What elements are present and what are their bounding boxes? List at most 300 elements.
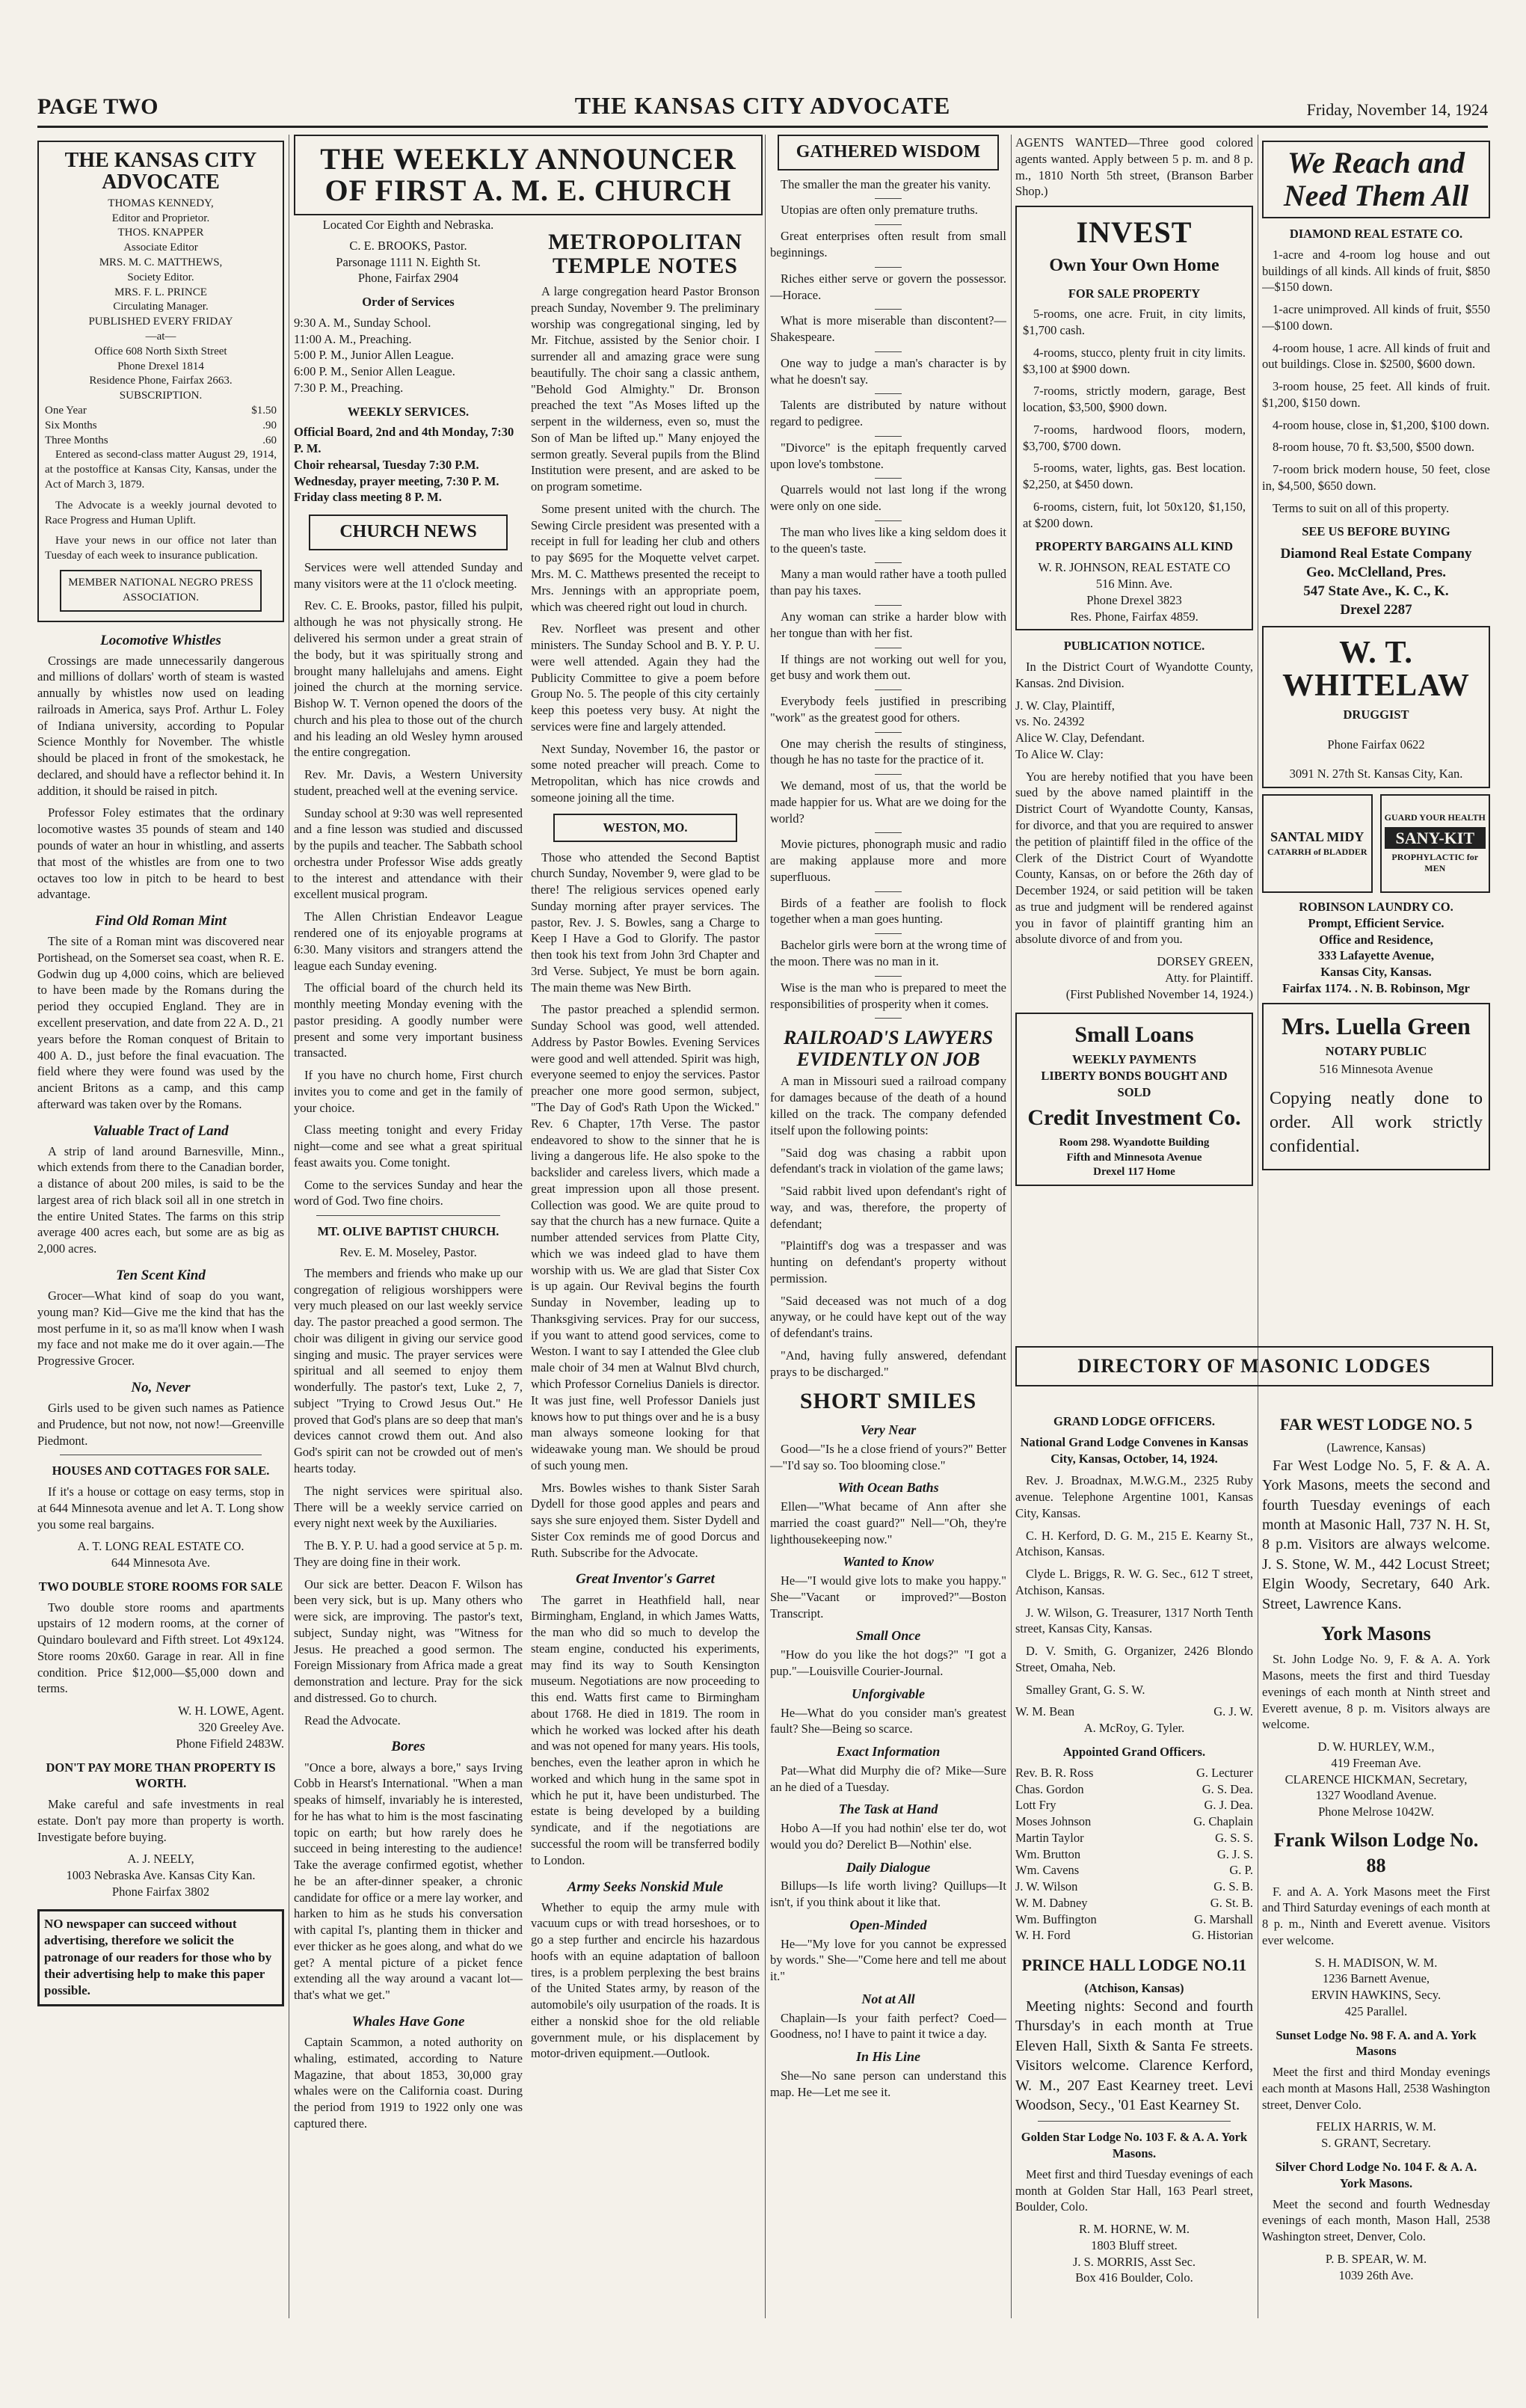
laundry-line: Fairfax 1174. . N. B. Robinson, Mgr	[1282, 980, 1470, 995]
joke-headline: Very Near	[860, 1422, 917, 1438]
staff-line: —at—	[145, 330, 176, 343]
ad-signature	[37, 1851, 284, 1899]
lodge-heading: Frank Wilson Lodge No. 88	[1273, 1828, 1479, 1877]
wisdom-item: The smaller the man the greater his vanity.	[781, 176, 991, 191]
church-parsonage: Parsonage 1111 N. Eighth St.	[336, 254, 481, 269]
column-metropolitan	[531, 224, 760, 2408]
signature-line: Box 416 Boulder, Colo.	[1075, 2270, 1193, 2285]
party-line: J. W. Clay, Plaintiff,	[1015, 698, 1115, 713]
officer-row: Wm. Buffington G. Marshall	[1015, 1911, 1253, 1926]
lodge-text: Far West Lodge No. 5, F. & A. A. York Masons, meets the second and fourth Tuesday evenings of each month at Masonic Hall, 737 N. H. St, 8 p.m. Visitors are always welcome. J. S. Stone, W. M., 442 Locust Street; Elgin Woody, Secretary, 640 Ark. Street, Lawrence Kans.	[1262, 1457, 1490, 1612]
news-paragraph: The official board of the church held its monthly meeting Monday evening with the pastor presiding. A goodly number were present and some very important business transacted.	[294, 980, 523, 1060]
news-paragraph: The B. Y. P. U. had a good service at 5 p. m. They are doing fine in their work.	[294, 1538, 523, 1569]
church-pastor: C. E. BROOKS, Pastor.	[349, 238, 467, 253]
property-listing: 5-rooms, water, lights, gas. Best location. $2,250, at $450 down.	[1023, 461, 1246, 492]
member-badge: MEMBER NATIONAL NEGRO PRESS ASSOCIATION.	[60, 570, 262, 612]
article-headline: Valuable Tract of Land	[93, 1122, 229, 1139]
divider	[875, 351, 902, 352]
staff-line: MRS. F. L. PRINCE	[114, 286, 207, 298]
article-paragraph: A strip of land around Barnesville, Minn., which extends from there to the Canadian border, a distance of about 200 miles, is said to be the largest area of rich black soil all in one stretch in the entire United States. The farms on this strip average 400 acres each, but some are as big as 2,000 acres.	[37, 1143, 284, 1256]
loans-firm: Credit Investment Co.	[1027, 1105, 1241, 1131]
address-line: Drexel 117 Home	[1093, 1166, 1175, 1179]
signature-line: (First Published November 14, 1924.)	[1065, 986, 1253, 1001]
signature-line: Atty. for Plaintiff.	[1165, 970, 1253, 985]
joke-text: Pat—What did Murphy die of? Mike—Sure an he died of a Tuesday.	[770, 1763, 1006, 1794]
service-time: 7:30 P. M., Preaching.	[294, 380, 404, 395]
news-paragraph: Next Sunday, November 16, the pastor or some noted preacher will preach. Come to Metropolitan, which has nice crowds and someone joining all the time.	[531, 741, 760, 805]
wisdom-item: Great enterprises often result from small beginnings.	[770, 229, 1006, 259]
invest-bargains: PROPERTY BARGAINS ALL KIND	[1035, 539, 1234, 554]
invest-ad	[1015, 206, 1253, 630]
property-listing: 4-rooms, stucco, plenty fruit in city limits. $3,100 at $900 down.	[1023, 345, 1246, 376]
grand-heading: GRAND LODGE OFFICERS.	[1053, 1414, 1215, 1428]
news-deadline: Have your news in our office not later than Tuesday of each week to insurance publication.	[45, 535, 277, 562]
olive-news	[294, 1265, 523, 1729]
joke-headline: Daily Dialogue	[846, 1859, 931, 1875]
article-paragraph: Girls used to be given such names as Patience and Prudence, but not now, not now!—Greenville Piedmont.	[37, 1400, 284, 1448]
staff-line: THOS. KNAPPER	[117, 227, 204, 239]
news-paragraph: Those who attended the Second Baptist church Sunday, November 9, were glad to be there! The religious services opened early Sunday morning after prayer services. The pastor, Rev. J. S. Bowles, sang a Charge to Keep I Have a God to Glorify. The pastor then took his text from John 3rd Chapter and 3rd Verse. Subject, Ye must be born again. The main theme was New Birth.	[531, 850, 760, 995]
signature-line: 1003 Nebraska Ave. Kansas City Kan.	[66, 1868, 256, 1883]
diamond-see: SEE US BEFORE BUYING	[1302, 524, 1450, 539]
sanykit-logo: GUARD YOUR HEALTH SANY-KIT PROPHYLACTIC for MEN	[1380, 794, 1491, 893]
notary-title: NOTARY PUBLIC	[1325, 1043, 1427, 1058]
ad-headline: HOUSES AND COTTAGES FOR SALE.	[52, 1463, 270, 1478]
signature-line: 425 Parallel.	[1344, 2003, 1408, 2018]
section-heading: MT. OLIVE BAPTIST CHURCH.	[317, 1224, 499, 1239]
service-time: 5:00 P. M., Junior Allen League.	[294, 348, 455, 363]
announcer-title: THE WEEKLY ANNOUNCER OF FIRST A. M. E. CHURCH	[320, 142, 736, 207]
firm-line: Drexel 2287	[1340, 602, 1412, 618]
santal-logo: SANTAL MIDY CATARRH of BLADDER	[1262, 794, 1373, 893]
column-wisdom	[770, 135, 1006, 2318]
party-line: Alice W. Clay, Defendant.	[1015, 731, 1145, 746]
staff-line: Office 608 North Sixth Street	[94, 345, 227, 357]
olive-pastor: Rev. E. M. Moseley, Pastor.	[339, 1245, 477, 1260]
joke-headline: Exact Information	[836, 1744, 941, 1760]
laundry-line: Office and Residence,	[1319, 932, 1433, 947]
reach-banner: We Reach and Need Them All	[1262, 141, 1490, 218]
firm-line: Phone Drexel 3823	[1086, 592, 1182, 607]
lodge-subheading: (Lawrence, Kansas)	[1326, 1440, 1426, 1455]
news-paragraph: A large congregation heard Pastor Bronson preach Sunday, November 9. The preliminary worship was congregational singing, led by Mr. Fitchue, assisted by the Senior choir. I surrender all and amazing grace were sung beautifully. The choir sang a classic anthem, "Behold God Almighty." Dr. Bronson preached the text "As Moses lifted up the serpent in the wilderness, even so, must the Son of Man be lifted up." Many enjoyed the sermon greatly. Several pupils from the Blind Institution were present, and are asked to be on program sometime.	[531, 284, 760, 494]
officer-row: W. H. Ford G. Historian	[1015, 1928, 1253, 1943]
section-heading: Order of Services	[362, 295, 455, 310]
signature-line: 320 Greeley Ave.	[198, 1720, 284, 1734]
signature-line: Phone Fairfax 3802	[111, 1884, 210, 1899]
news-paragraph: Mrs. Bowles wishes to thank Sister Sarah Dydell for those good apples and pears and says she sure enjoyed them. Sister Dydell and Sister Cox reminds me of good Dorcus and Ruth. Subscribe for the Advocate.	[531, 1480, 760, 1560]
column-rule	[765, 135, 766, 2318]
firm-line: Res. Phone, Fairfax 4859.	[1070, 609, 1199, 624]
joke-text: He—"I would give lots to make you happy." She—"Vacant or improved?"—Boston Transcript.	[770, 1573, 1006, 1621]
wisdom-item: If things are not working out well for you, get busy and work them out.	[770, 651, 1006, 683]
column-right-ads	[1262, 135, 1490, 1219]
lodge-heading: Sunset Lodge No. 98 F. A. and A. York Masons	[1276, 2027, 1477, 2059]
staff-line: Associate Editor	[123, 242, 198, 254]
wisdom-item: Everybody feels justified in prescribing "work" as the greatest good for others.	[770, 694, 1006, 725]
divider	[875, 267, 902, 268]
officer-entry: C. H. Kerford, D. G. M., 215 E. Kearny St., Atchison, Kansas.	[1015, 1528, 1253, 1559]
lodge-signature	[1262, 2119, 1490, 2151]
article-headline: Bores	[391, 1739, 425, 1755]
ad-signature	[37, 1703, 284, 1751]
officer-row: Moses Johnson G. Chaplain	[1015, 1814, 1253, 1829]
page-label: PAGE TWO	[37, 94, 159, 119]
ad-headline: TWO DOUBLE STORE ROOMS FOR SALE	[38, 1579, 283, 1594]
flag-title: THE KANSAS CITY ADVOCATE	[64, 149, 257, 194]
officer-row: W. M. Dabney G. St. B.	[1015, 1895, 1253, 1910]
article-headline: Whales Have Gone	[351, 2014, 465, 2030]
metropolitan-news	[531, 283, 760, 806]
notary-ad	[1262, 1003, 1490, 1171]
notice-parties	[1015, 698, 1253, 746]
lodge-heading: FAR WEST LODGE NO. 5	[1279, 1415, 1473, 1434]
ad-text: If it's a house or cottage on easy terms, stop in at 644 Minnesota avenue and let A. T. Long show you some real bargains.	[37, 1484, 284, 1532]
lodge-heading: Silver Chord Lodge No. 104 F. & A. A. York Masons.	[1275, 2160, 1477, 2190]
joke-headline: Not at All	[861, 1991, 915, 2006]
divider	[875, 891, 902, 892]
article-paragraph: "Said rabbit lived upon defendant's right of way, and was, therefore, the property of defendant;	[770, 1184, 1006, 1231]
article-paragraph: The site of a Roman mint was discovered near Portishead, on the Somerset sea coast, when R. E. Godwin dug up 4,000 coins, which are believed to have been made by the Romans during the period they occupied England. They are in excellent preservation, and date from 22 A. D., 21 years before the Roman conquest of Britain to 400 A. D., just before the final evacuation. The field where they were found was used by the ancient Britons as a camp, and this camp afterward was taken over by the Romans.	[37, 934, 284, 1111]
divider	[875, 478, 902, 479]
joke-headline: The Task at Hand	[838, 1802, 938, 1817]
smiles-title: SHORT SMILES	[799, 1388, 977, 1413]
signature-line: J. S. MORRIS, Asst Sec.	[1072, 2254, 1196, 2269]
wisdom-item: The man who lives like a king seldom does it to the queen's taste.	[770, 524, 1006, 556]
news-paragraph: Read the Advocate.	[304, 1713, 401, 1727]
column-masonic-right	[1262, 1406, 1490, 2318]
officer-entry: J. W. Wilson, G. Treasurer, 1317 North Tenth street, Kansas City, Kansas.	[1015, 1605, 1253, 1636]
officer-entry: Smalley Grant, G. S. W.	[1026, 1682, 1145, 1697]
joke-headline: Wanted to Know	[843, 1554, 934, 1570]
article-paragraph: Professor Foley estimates that the ordinary locomotive wastes 35 pounds of steam and 140 pounds of water an hour in whistling, and asserts that most of the whistles are from one to two octaves too low in pitch to be heard to best advantage.	[37, 805, 284, 902]
news-paragraph: Class meeting tonight and every Friday night—come and see what a great spiritual feast awaits you. Come tonight.	[294, 1122, 523, 1170]
news-paragraph: Some present united with the church. The Sewing Circle president was presented with a receipt in full for leading her club and others to pay $695 for the Moquette velvet carpet. Mrs. M. C. Matthews presented the receipt to Mrs. Jennings with an appropriate poem, which was cheered right out loud in church.	[531, 501, 760, 614]
notary-name: Mrs. Luella Green	[1282, 1012, 1471, 1039]
news-paragraph: The pastor preached a splendid sermon. Sunday School was good, well attended. Address by Pastor Bowles. Evening Services were good and well attended. Spirit was high, everyone seemed to enjoy the services. Pastor preacher one more good sermon, subject, "The Day of God's Rath Upon the Wicked." Rev. 6 Chapter, 17th Verse. The pastor endeavored to show to the sinner that he is living a dangerous life. He also spoke to the backslider and careless livers, which made a great impression upon all those present. Collection was good. We are quite proud to say that the church has a new furnace. Quite a number attended services from Platte City, which we was indeed glad to have them worship with us. We are glad that Sister Cox is up again. Our Revival begins the fourth Sunday in November, leading up to Thanksgiving services. Pray for our success, if you want to attend good services, come to Weston. I want to say I attended the Glee club male choir of 34 men at Walnut Blvd church, which Professor Cornelius Daniels is director. It was just fine, well Professor Daniels just knows how to put things over and he is a busy man always someone looking for that wideawake young man. We should be proud of such young men.	[531, 1002, 760, 1472]
article-paragraph: "Once a bore, always a bore," says Irving Cobb in Hearst's International. "When a man speaks of himself, invariably he is interested, for he has what to him is the most fascinating topic on earth; but how rarely does he succeed in being interesting to the audience! Take the average confirmed egotist, whether he be an after-dinner speaker, a chronic candidate for office or a mere lay worker, and harken to him as he studs his conversation with capital I's, planting them in thicker and ever thicker as he goes along, and what do we get? A mental picture of a picket fence extending all the way around a vacant lot—that's what we get."	[294, 1760, 523, 2003]
wisdom-list	[770, 176, 1006, 1019]
property-listing: 7-room brick modern house, 50 feet, close in, $4,500, $650 down.	[1262, 462, 1490, 493]
signature-line: 419 Freeman Ave.	[1331, 1755, 1421, 1770]
officer-entry: Rev. J. Broadnax, M.W.G.M., 2325 Ruby avenue. Telephone Argentine 1001, Kansas City, Kansas.	[1015, 1473, 1253, 1520]
joke-text: He—"My love for you cannot be expressed by words." She—"Come here and tell me about it."	[770, 1936, 1006, 1984]
lodge-text: Meet the second and fourth Wednesday evenings of each month, Mason Hall, 2538 Washington street, Denver, Colo.	[1262, 2196, 1490, 2244]
article-paragraph: The garret in Heathfield hall, near Birmingham, England, in which James Watts, the man who did so much to develop the steam engine, conducted his experiments, may find its way to South Kensington museum. Negotiations are now proceeding to this end. Watts first came to Birmingham about 1768. He died in 1819. The room in which he worked was locked after his death and was not opened for many years. His tools, benches, even the leather apron in which he worked and which hung in the same spot in which he put it, have been undisturbed. The estate is being developed by a building syndicate, and if the negotiations are successful the room will be transferred bodily to London.	[531, 1592, 760, 1867]
lodge-text: St. John Lodge No. 9, F. & A. A. York Masons, meets the first and third Tuesday evenings of each month at Ninth street and Everett avenue, 8 p. m. Visitors always are welcome.	[1262, 1652, 1490, 1732]
article-paragraph: Grocer—What kind of soap do you want, young man? Kid—Give me the kind that has the most perfume in it, so as ma'll know when I wash my face and not make me do it over again.—The Progressive Grocer.	[37, 1289, 284, 1369]
joke-headline: Unforgivable	[852, 1686, 925, 1701]
officer-row: Martin Taylor G. S. S.	[1015, 1830, 1253, 1845]
staff-line: THOMAS KENNEDY,	[108, 197, 214, 209]
property-listing: 7-rooms, hardwood floors, modern, $3,700, $700 down.	[1023, 422, 1246, 453]
property-listing: 1-acre unimproved. All kinds of fruit, $550—$100 down.	[1262, 302, 1490, 333]
property-listing: 7-rooms, strictly modern, garage, Best location, $3,500, $900 down.	[1023, 384, 1246, 415]
lawyers-article	[770, 1073, 1006, 1380]
lodge-text: Meet first and third Tuesday evenings of each month at Golden Star Hall, 163 Pearl street, Boulder, Colo.	[1015, 2166, 1253, 2214]
lodge-text: Meeting nights: Second and fourth Thursday's in each month at True Eleven Hall, Sixth & Santa Fe streets. Visitors welcome. Clarence Kerford, W. M., 207 East Kearney treet. Levi Woodson, Secy., '01 East Kearney St.	[1015, 1998, 1253, 2113]
news-paragraph: Rev. C. E. Brooks, pastor, filled his pulpit, although he was not physically strong. He delivered his sermon under a great strain of the body, but it was spiritually strong and brought many hallelujahs and amens. Eight joined the church at the morning service. Bishop W. T. Vernon opened the doors of the church and his plea to those out of the church and his leading an old Wesley hymn aroused the entire congregation.	[294, 598, 523, 760]
article-paragraph: "Plaintiff's dog was a trespasser and was hunting on defendant's property without permission.	[770, 1238, 1006, 1286]
signature-line: P. B. SPEAR, W. M.	[1325, 2251, 1427, 2266]
divider	[875, 436, 902, 437]
grand-intro: National Grand Lodge Convenes in Kansas City, Kansas, October, 14, 1924.	[1020, 1434, 1249, 1466]
rate-row: Three Months .60	[45, 434, 277, 446]
ad-headline: DON'T PAY MORE THAN PROPERTY IS WORTH.	[46, 1760, 276, 1791]
laundry-line: ROBINSON LAUNDRY CO.	[1299, 900, 1453, 915]
wisdom-item: Bachelor girls were born at the wrong time of the moon. There was no man in it.	[770, 938, 1006, 968]
weston-news	[531, 850, 760, 1561]
rate-row: Six Months .90	[45, 419, 277, 431]
smiles-list	[770, 1422, 1006, 2100]
weekly-service: Choir rehearsal, Tuesday 7:30 P.M.	[294, 457, 479, 472]
news-paragraph: Come to the services Sunday and hear the word of God. Two fine choirs.	[294, 1177, 523, 1208]
signature-line: 1803 Bluff street.	[1091, 2237, 1178, 2252]
diamond-firm	[1262, 544, 1490, 619]
signature-line: R. M. HORNE, W. M.	[1078, 2222, 1190, 2237]
wisdom-item: Utopias are often only premature truths.	[781, 203, 978, 218]
masonic-title: DIRECTORY OF MASONIC LODGES	[1077, 1355, 1431, 1377]
signature-line: S. H. MADISON, W. M.	[1314, 1955, 1438, 1970]
masthead	[37, 88, 1488, 128]
property-listing: 1-acre and 4-room log house and out buildings of all kinds. All kinds of fruit, $850—$150 down.	[1262, 247, 1490, 295]
weekly-services	[294, 424, 523, 506]
property-listing: Terms to suit on all of this property.	[1273, 500, 1450, 515]
divider	[316, 1215, 500, 1216]
article-paragraph: "Said deceased was not much of a dog anyway, or he could have kept out of the way of defendant's trains.	[770, 1293, 1006, 1341]
lodge-signature	[1262, 1739, 1490, 1820]
article-headline: Ten Scent Kind	[116, 1268, 206, 1283]
services-list	[294, 315, 523, 396]
loans-line: WEEKLY PAYMENTS	[1071, 1051, 1197, 1066]
joke-headline: In His Line	[855, 2049, 921, 2065]
whitelaw-trade: DRUGGIST	[1343, 707, 1409, 722]
signature-line: D. W. HURLEY, W.M.,	[1317, 1739, 1435, 1754]
column-masonic-left	[1015, 1406, 1253, 2318]
section-heading: WESTON, MO.	[553, 814, 737, 842]
lodge-text: F. and A. A. York Masons meet the First and Third Saturday evenings of each month at 8 p. m., Ninth and Everett avenue. Visitors ever welcome.	[1262, 1884, 1490, 1947]
advertising-notice: NO newspaper can succeed without advertising, therefore we solicit the patronage of our readers for those who by their advertising help to make this paper possible.	[37, 1909, 284, 2006]
notice-to: To Alice W. Clay:	[1015, 746, 1104, 761]
property-listing: 8-room house, 70 ft. $3,500, $500 down.	[1273, 440, 1474, 455]
joke-text: He—What do you consider man's greatest fault? She—Being so scarce.	[770, 1705, 1006, 1736]
notice-body: You are hereby notified that you have been sued by the above named plaintiff in the District Court of Wyandotte County, Kansas, for divorce, and that you are required to answer the petition of plaintiff filed in the office of the Clerk of the District Court of Wyandotte County, Kansas, on or before the 26th day of December 1924, or said petition will be taken as true and judgment will be rendered against you in favor of plaintiff granting him an absolute divorce of and from you.	[1015, 769, 1253, 947]
firm-line: 547 State Ave., K. C., K.	[1303, 583, 1449, 600]
article-headline: Army Seeks Nonskid Mule	[567, 1879, 724, 1895]
lodge-signature	[1262, 2251, 1490, 2284]
party-line: vs. No. 24392	[1015, 714, 1085, 729]
notary-copy: Copying neatly done to order. All work strictly confidential.	[1270, 1089, 1483, 1156]
lodge-heading: PRINCE HALL LODGE NO.11	[1021, 1956, 1247, 1975]
column-flag	[37, 135, 284, 2318]
signature-line: 1327 Woodland Avenue.	[1315, 1788, 1437, 1803]
property-listing: 4-room house, 1 acre. All kinds of fruit and out buildings. Close in. $2500, $600 down.	[1262, 340, 1490, 372]
entered-notice: Entered as second-class matter August 29, 1914, at the postoffice at Kansas City, Kansas, under the Act of March 3, 1879.	[45, 449, 277, 491]
invest-label: FOR SALE PROPERTY	[1068, 286, 1201, 301]
joke-headline: Open-Minded	[849, 1917, 927, 1932]
loans-lines	[1023, 1051, 1246, 1100]
announcer-banner	[294, 135, 763, 215]
divider	[875, 976, 902, 977]
masonic-banner	[1015, 1346, 1493, 1386]
signature-line: Phone Fifield 2483W.	[176, 1736, 284, 1751]
laundry-line: Kansas City, Kansas.	[1320, 965, 1432, 980]
officer-entry: D. V. Smith, G. Organizer, 2426 Blondo Street, Omaha, Neb.	[1015, 1644, 1253, 1674]
whitelaw-phone: Phone Fairfax 0622	[1327, 737, 1425, 752]
signature-line: A. J. NEELY,	[127, 1852, 194, 1867]
divider	[875, 198, 902, 199]
joke-text: She—No sane person can understand this map. He—Let me see it.	[770, 2068, 1006, 2099]
news-paragraph: The night services were spiritual also. There will be a weekly service carried on every night next week by the Auxiliaries.	[294, 1483, 523, 1531]
invest-list	[1023, 306, 1246, 531]
agents-wanted: AGENTS WANTED—Three good colored agents wanted. Apply between 5 p. m. and 8 p. m., 1810 North 5th street, (Branson Barber Shop.)	[1015, 135, 1253, 199]
metropolitan-title: METROPOLITAN TEMPLE NOTES	[548, 230, 742, 278]
signature-line: S. GRANT, Secretary.	[1321, 2136, 1431, 2151]
notary-address: 516 Minnesota Avenue	[1319, 1061, 1433, 1076]
section-heading: WEEKLY SERVICES.	[347, 404, 470, 419]
laundry-ad	[1262, 899, 1490, 997]
diamond-heading: DIAMOND REAL ESTATE CO.	[1289, 227, 1463, 241]
article-headline: No, Never	[131, 1379, 191, 1395]
wisdom-item: Many a man would rather have a tooth pulled than pay his taxes.	[770, 567, 1006, 598]
lodge-text: Meet the first and third Monday evenings each month at Masons Hall, 2538 Washington street, Denver Colo.	[1262, 2065, 1490, 2112]
signature-line: Phone Melrose 1042W.	[1318, 1805, 1434, 1819]
rate-row: One Year $1.50	[45, 404, 277, 417]
article-headline: RAILROAD'S LAWYERS EVIDENTLY ON JOB	[783, 1027, 994, 1070]
whitelaw-ad	[1262, 626, 1490, 788]
paper-name: THE KANSAS CITY ADVOCATE	[574, 92, 951, 119]
officer-row: Wm. Brutton G. J. S.	[1015, 1846, 1253, 1861]
subscription-rates	[45, 404, 277, 448]
lodge-heading: Golden Star Lodge No. 103 F. & A. A. York Masons.	[1021, 2130, 1248, 2161]
column-ads	[1015, 135, 1253, 1219]
invest-subtitle: Own Your Own Home	[1049, 255, 1219, 275]
joke-text: Hobo A—If you had nothin' else ter do, wot would you do? Derelict B—Nothin' else.	[770, 1821, 1006, 1852]
signature-line: CLARENCE HICKMAN, Secretary,	[1285, 1772, 1468, 1787]
grand-officers	[1015, 1472, 1253, 1698]
officer-row: Chas. Gordon G. S. Dea.	[1015, 1781, 1253, 1796]
divider	[875, 774, 902, 775]
service-time: 6:00 P. M., Senior Allen League.	[294, 364, 455, 379]
news-paragraph: The Allen Christian Endeavor League rendered one of its enjoyable programs at 6:30. Many visitors and strangers attend the league each Sunday evening.	[294, 909, 523, 973]
article-headline: Locomotive Whistles	[100, 632, 221, 648]
notice-signature	[1015, 953, 1253, 1002]
news-paragraph: Rev. Mr. Davis, a Western University student, preached well at the evening service.	[294, 767, 523, 798]
signature-line: DORSEY GREEN,	[1157, 954, 1253, 969]
grand-tyler: A. McRoy, G. Tyler.	[1083, 1721, 1185, 1736]
joke-text: Good—"Is he a close friend of yours?" Better—"I'd say so. Too blooming close."	[770, 1441, 1006, 1472]
ad-address: 644 Minnesota Ave.	[111, 1555, 211, 1570]
church-location: Located Cor Eighth and Nebraska.	[322, 218, 494, 232]
invest-firm	[1023, 559, 1246, 624]
news-paragraph: Sunday school at 9:30 was well represented and a fine lesson was studied and discussed by the pupils and teacher. The Sabbath school orchestra under Professor Wise adds greatly to the interest and attendance with their excellent musical program.	[294, 805, 523, 902]
lodge-signature	[1015, 2221, 1253, 2286]
staff-line: Society Editor.	[127, 271, 194, 283]
firm-line: W. R. JOHNSON, REAL ESTATE CO	[1038, 560, 1231, 575]
church-news-heading: CHURCH NEWS	[309, 515, 508, 550]
staff-line: Phone Drexel 1814	[117, 360, 204, 372]
ad-text: Make careful and safe investments in real estate. Don't pay more than property is worth. Investigate before buying.	[37, 1797, 284, 1844]
church-news	[294, 559, 523, 1209]
lodge-subheading: (Atchison, Kansas)	[1084, 1981, 1184, 1996]
service-time: 11:00 A. M., Preaching.	[294, 331, 412, 346]
article-paragraph: "Said dog was chasing a rabbit upon defendant's track in violation of the game laws;	[770, 1145, 1006, 1176]
joke-text: Chaplain—Is your faith perfect? Coed—Goodness, no! I have to paint it twice a day.	[770, 2010, 1006, 2042]
firm-line: 516 Minn. Ave.	[1095, 577, 1173, 592]
firm-line: Diamond Real Estate Company	[1280, 546, 1472, 562]
divider	[875, 393, 902, 394]
flag-box	[37, 141, 284, 622]
property-listing: 4-room house, close in, $1,200, $100 down.	[1273, 417, 1490, 432]
divider	[875, 732, 902, 733]
divider	[1038, 2121, 1231, 2122]
whitelaw-address: 3091 N. 27th St. Kansas City, Kan.	[1289, 767, 1463, 781]
divider	[875, 520, 902, 521]
wisdom-item: Any woman can strike a harder blow with her tongue than with her fist.	[770, 609, 1006, 640]
divider	[875, 832, 902, 833]
about-paper: The Advocate is a weekly journal devoted to Race Progress and Human Uplift.	[45, 499, 277, 526]
news-paragraph: Our sick are better. Deacon F. Wilson has been very sick, but is up. Many others who were sick, are improving. The pastor's text, subject, Sunday night, was "Witness for Jesus. He preached a good sermon. The Foreign Missionary from Africa made a great demonstration and lecture. Pray for the sick and distressed. Go to church.	[294, 1576, 523, 1705]
staff-line: MRS. M. C. MATTHEWS,	[99, 256, 223, 268]
news-paragraph: Services were well attended Sunday and many visitors were at the 11 o'clock meeting.	[294, 559, 523, 591]
column-announcer	[294, 217, 523, 2401]
issue-date: Friday, November 14, 1924	[1306, 100, 1488, 119]
divider	[875, 562, 902, 563]
article-paragraph: A man in Missouri sued a railroad company for damages because of the death of a hound killed on the track. The company defended itself upon the following points:	[770, 1074, 1006, 1137]
notice-court: In the District Court of Wyandotte County, Kansas. 2nd Division.	[1015, 660, 1253, 690]
news-paragraph: Rev. Norfleet was present and other ministers. The Sunday School and B. Y. P. U. were well attended. Again they had the Publicity Committee to give a poem before Group No. 5. The people of this city certainly keep this poetess very busy. At night the services were fine and largely attended.	[531, 621, 760, 734]
article-headline: Find Old Roman Mint	[95, 913, 227, 930]
officer-row: Lott Fry G. J. Dea.	[1015, 1798, 1253, 1813]
divider	[875, 1018, 902, 1019]
signature-line: W. H. LOWE, Agent.	[178, 1704, 284, 1719]
joke-text: Ellen—"What became of Ann after she married the coast guard?" Nell—"Oh, they're lighthousekeeping now."	[770, 1499, 1006, 1547]
staff-line: PUBLISHED EVERY FRIDAY	[88, 316, 233, 328]
medicine-ads	[1262, 794, 1490, 893]
lodge-signature	[1262, 1955, 1490, 2020]
wisdom-item: "Divorce" is the epitaph frequently carved upon love's tombstone.	[770, 440, 1006, 471]
loans-address	[1023, 1136, 1246, 1180]
staff-line: SUBSCRIPTION.	[119, 390, 203, 402]
ad-text: Two double store rooms and apartments upstairs of 12 modern rooms, at the corner of Quindaro boulevard and Fifth street. Lot 49x124. Store rooms 20x60. Garage in rear. All in fine condition. Price $12,000—$5,000 down and terms.	[37, 1600, 284, 1696]
article-paragraph: "And, having fully answered, defendant prays to be discharged."	[770, 1348, 1006, 1379]
joke-headline: Small Once	[855, 1628, 921, 1644]
wisdom-item: What is more miserable than discontent?—Shakespeare.	[770, 313, 1006, 345]
news-paragraph: The members and friends who make up our congregation of religious worshippers were very much pleased on our last weekly service day. The pastor preached a good sermon. The choir was diligent in giving our service good singing and music. The prayer services were spiritual and all seemed to enjoy them wonderfully. The pastor's text, Luke 2, 7, subject "Trying to Crowd Jesus Out." He proved that God's plans are so deep that man's devices cannot crowd them out. And also God's spirit can not be crowded out of men's hearts today.	[294, 1265, 523, 1475]
wisdom-item: Wise is the man who is prepared to meet the responsibilities of prosperity when it comes.	[770, 980, 1006, 1011]
laundry-line: Prompt, Efficient Service.	[1308, 915, 1445, 930]
loans-line: LIBERTY BONDS BOUGHT AND SOLD	[1041, 1068, 1228, 1099]
divider	[875, 933, 902, 934]
church-phone: Phone, Fairfax 2904	[357, 271, 459, 286]
signature-line: 1236 Barnett Avenue,	[1322, 1971, 1430, 1986]
whitelaw-name: W. T. WHITELAW	[1282, 635, 1470, 703]
divider	[875, 605, 902, 606]
loans-title: Small Loans	[1074, 1022, 1194, 1048]
staff-line: Editor and Proprietor.	[111, 212, 210, 224]
signature-line: 1039 26th Ave.	[1338, 2267, 1414, 2282]
signature-line: ERVIN HAWKINS, Secy.	[1311, 1988, 1442, 2003]
wisdom-item: We demand, most of us, that the world be made happier for us. What are we doing for the world?	[770, 778, 1006, 826]
signature-line: FELIX HARRIS, W. M.	[1316, 2119, 1436, 2134]
joke-headline: With Ocean Baths	[837, 1480, 939, 1496]
address-line: Fifth and Minnesota Avenue	[1066, 1151, 1202, 1164]
ad-firm: A. T. LONG REAL ESTATE CO.	[77, 1539, 244, 1554]
wisdom-item: Quarrels would not last long if the wrong were only on one side.	[770, 482, 1006, 514]
article-headline: Great Inventor's Garret	[576, 1571, 715, 1588]
officer-row: J. W. Wilson G. S. B.	[1015, 1879, 1253, 1894]
property-listing: 5-rooms, one acre. Fruit, in city limits, $1,700 cash.	[1023, 307, 1246, 338]
